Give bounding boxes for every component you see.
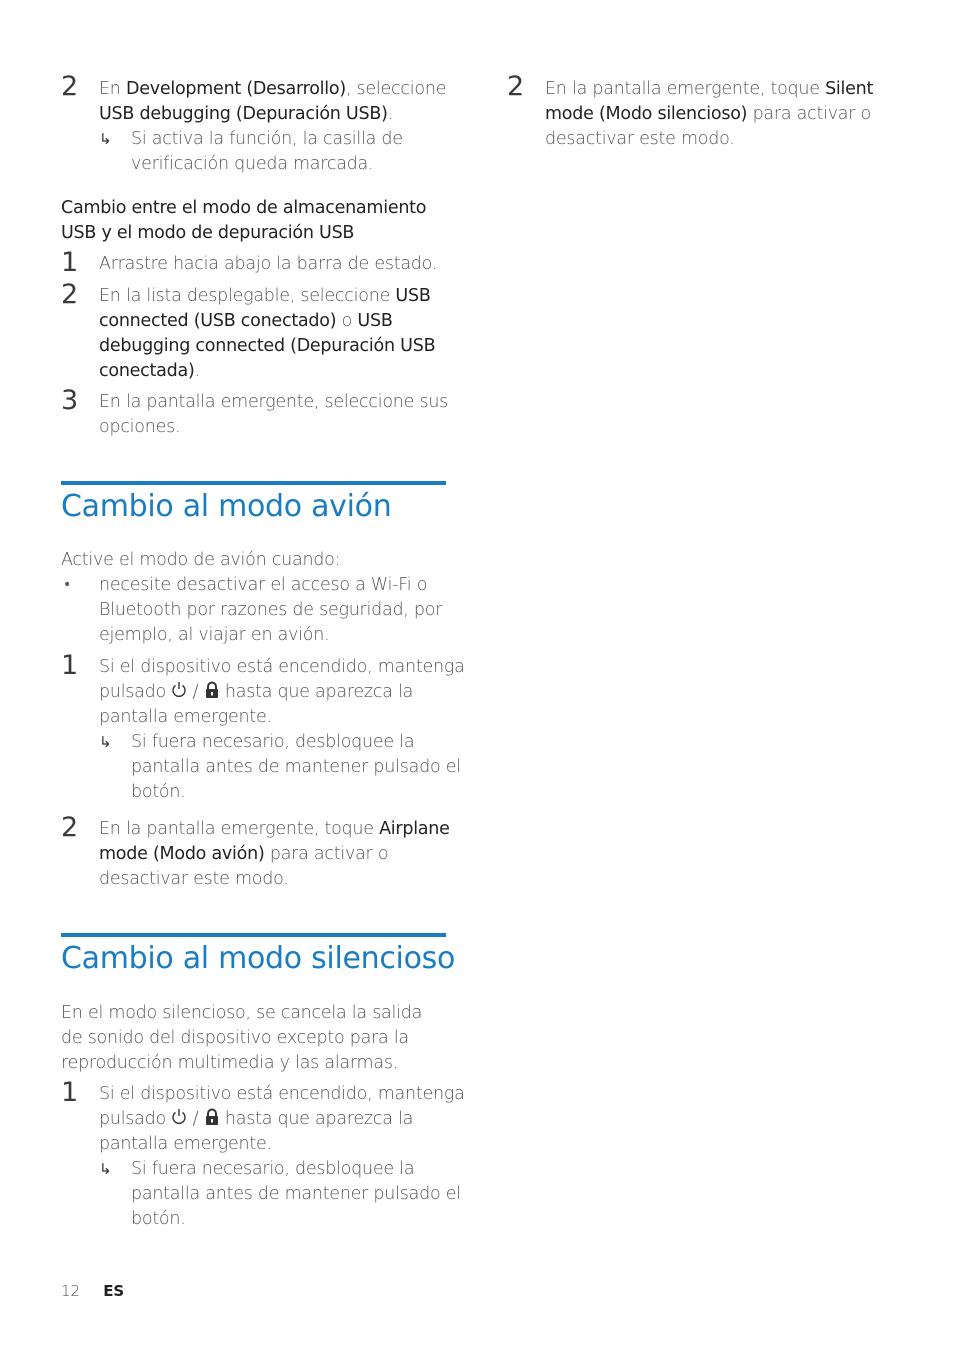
airplane-result-l1: Si fuera necesario, desbloquee la <box>131 732 415 752</box>
page-footer <box>61 1281 124 1300</box>
airplane-step2-l1: En la pantalla emergente, toque Airplane <box>99 819 450 839</box>
result-arrow-icon: ↳ <box>99 733 112 751</box>
result-arrow-icon: ↳ <box>99 130 112 148</box>
airplane-step1-l1: Si el dispositivo está encendido, mantenga <box>99 657 465 677</box>
switch-step2-l3: debugging connected (Depuración USB <box>99 336 436 356</box>
section-title-airplane: Cambio al modo avión <box>61 489 392 524</box>
silent-intro-l3: reproducción multimedia y las alarmas. <box>61 1053 398 1073</box>
switch-step2-l4: conectada). <box>99 361 200 381</box>
step-number: 2 <box>61 812 79 843</box>
slash-separator: / <box>192 1109 199 1129</box>
airplane-step1-l3: pantalla emergente. <box>99 707 272 727</box>
section-rule <box>61 481 446 485</box>
silent-step1-l3: pantalla emergente. <box>99 1134 272 1154</box>
slash-separator: / <box>192 682 199 702</box>
silent-result-l1: Si fuera necesario, desbloquee la <box>131 1159 415 1179</box>
airplane-result-l2: pantalla antes de mantener pulsado el <box>131 757 461 777</box>
switch-step2-l2: connected (USB conectado) o USB <box>99 311 393 331</box>
silent-step1-l1: Si el dispositivo está encendido, mantenga <box>99 1084 465 1104</box>
power-icon <box>171 681 187 699</box>
switch-step1-text: Arrastre hacia abajo la barra de estado. <box>99 254 438 274</box>
bullet-dot: • <box>63 577 72 593</box>
step-number: 2 <box>61 279 79 310</box>
step-number: 2 <box>507 71 525 102</box>
power-icon <box>171 1108 187 1126</box>
airplane-bullet-l2: Bluetooth por razones de seguridad, por <box>99 600 443 620</box>
step-number: 2 <box>61 71 79 102</box>
silent-result-l3: botón. <box>131 1209 186 1229</box>
silent-step1-l2: pulsado / hasta que aparezca la <box>99 1109 414 1129</box>
lock-icon <box>204 1108 220 1126</box>
section-rule <box>61 933 446 937</box>
silent-intro-l2: de sonido del dispositivo excepto para la <box>61 1028 409 1048</box>
section-title-silent: Cambio al modo silencioso <box>61 941 456 976</box>
result-arrow-icon: ↳ <box>99 1160 112 1178</box>
usb-dev-result-l1: Si activa la función, la casilla de <box>131 129 403 149</box>
step-number: 1 <box>61 650 79 681</box>
lock-icon <box>204 681 220 699</box>
switch-step3-l1: En la pantalla emergente, seleccione sus <box>99 392 449 412</box>
airplane-step2-l2: mode (Modo avión) para activar o <box>99 844 389 864</box>
airplane-bullet-l1: necesite desactivar el acceso a Wi-Fi o <box>99 575 428 595</box>
section-subheading: Cambio entre el modo de almacenamiento <box>61 198 427 218</box>
silent-result-l2: pantalla antes de mantener pulsado el <box>131 1184 461 1204</box>
language-code: ES <box>103 1282 125 1300</box>
step-number: 3 <box>61 385 79 416</box>
silent-step2-l2: mode (Modo silencioso) para activar o <box>545 104 871 124</box>
step-number: 1 <box>61 247 79 278</box>
switch-step3-l2: opciones. <box>99 417 181 437</box>
section-subheading-l2: USB y el modo de depuración USB <box>61 223 355 243</box>
airplane-bullet-l3: ejemplo, al viajar en avión. <box>99 625 330 645</box>
silent-intro-l1: En el modo silencioso, se cancela la salida <box>61 1003 423 1023</box>
usb-dev-line2: USB debugging (Depuración USB). <box>99 104 394 124</box>
airplane-step2-l3: desactivar este modo. <box>99 869 289 889</box>
page-number: 12 <box>61 1282 81 1300</box>
usb-dev-line1: En Development (Desarrollo), seleccione <box>99 79 447 99</box>
airplane-intro: Active el modo de avión cuando: <box>61 550 341 570</box>
silent-step2-l1: En la pantalla emergente, toque Silent <box>545 79 874 99</box>
switch-step2-l1: En la lista desplegable, seleccione USB <box>99 286 431 306</box>
step-number: 1 <box>61 1077 79 1108</box>
airplane-result-l3: botón. <box>131 782 186 802</box>
airplane-step1-l2: pulsado / hasta que aparezca la <box>99 682 414 702</box>
usb-dev-result-l2: verificación queda marcada. <box>131 154 374 174</box>
silent-step2-l3: desactivar este modo. <box>545 129 735 149</box>
